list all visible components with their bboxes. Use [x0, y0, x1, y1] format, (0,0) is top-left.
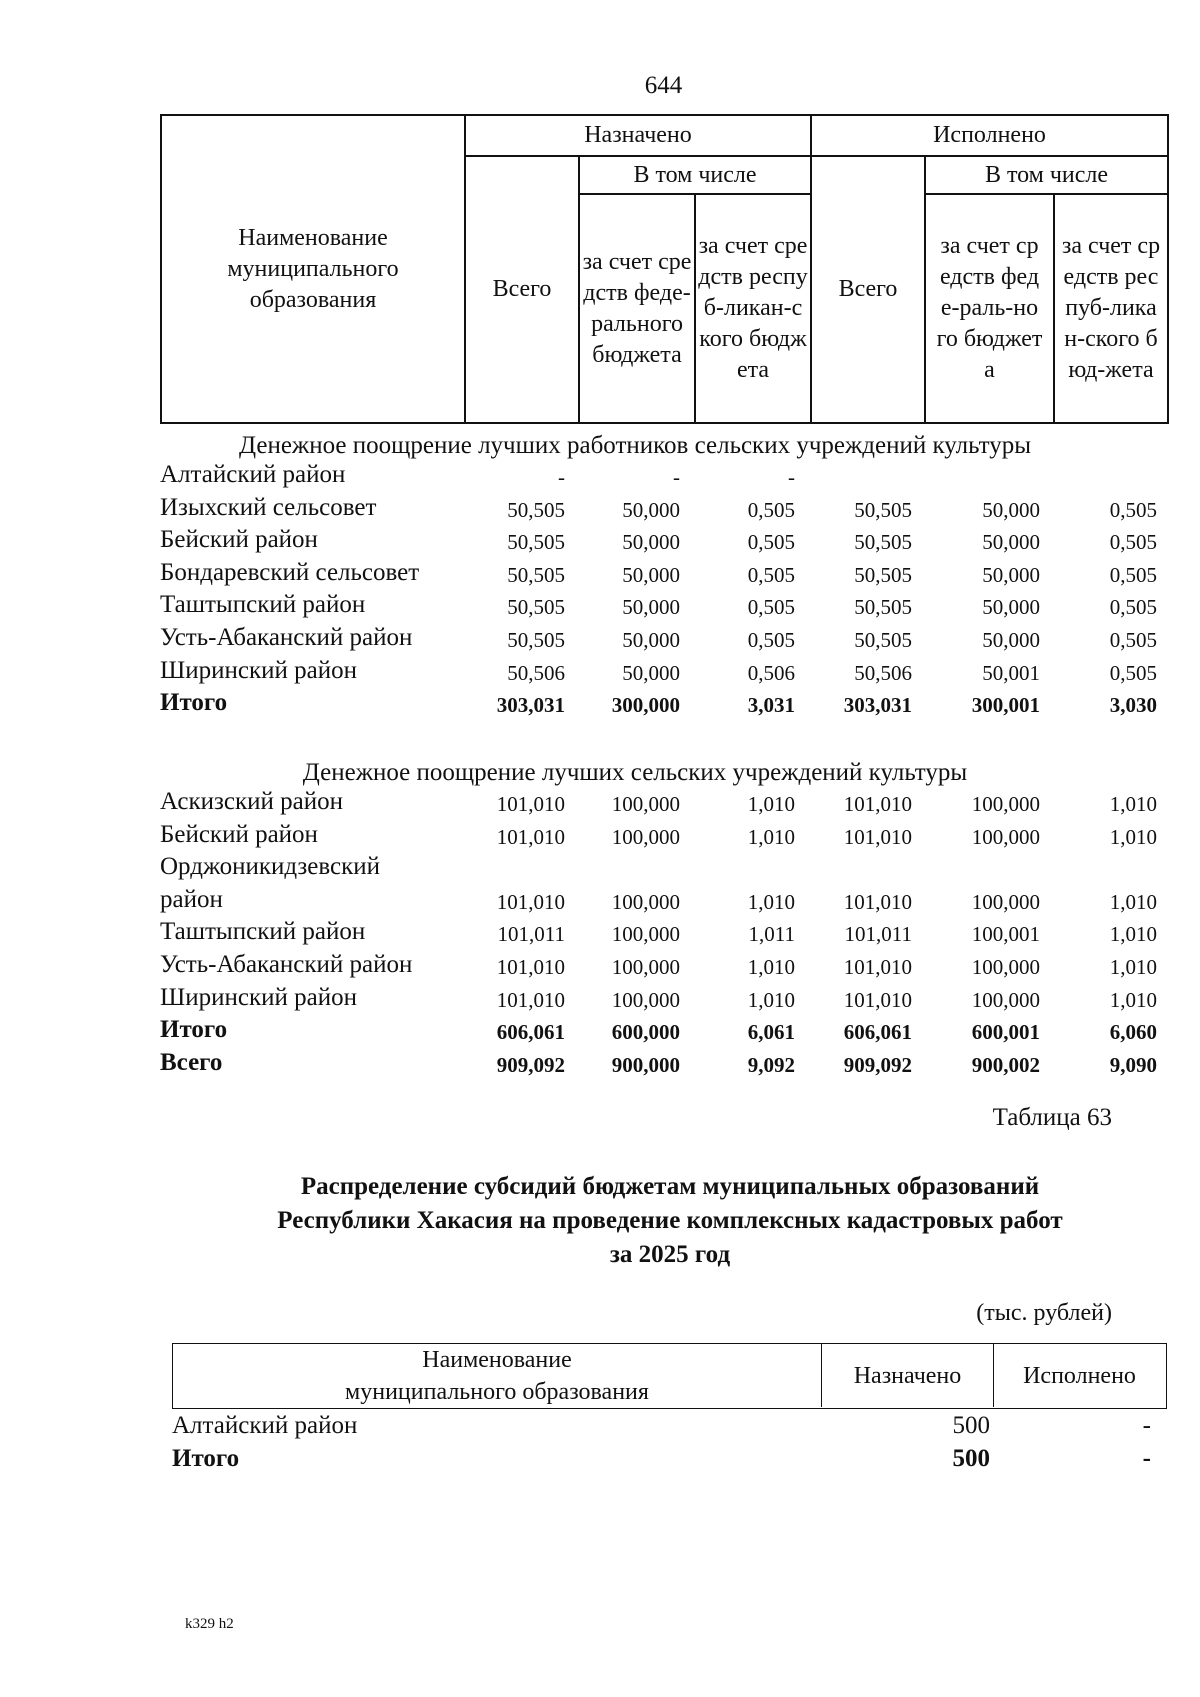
header-executed: Исполнено [810, 116, 1167, 155]
t63-header-name-line2: муниципального образования [345, 1378, 649, 1405]
row-name: Бейский район [160, 820, 318, 848]
row-value: 909,092 [843, 1052, 912, 1077]
table-row [160, 821, 1160, 853]
row-value: 1,010 [1109, 889, 1157, 914]
row-value: 1,010 [747, 792, 795, 816]
row-value: 1,010 [1109, 792, 1157, 816]
row-value: 50,000 [982, 530, 1040, 555]
row-value: 101,010 [843, 955, 912, 979]
row-value: 50,505 [854, 497, 912, 522]
row-value: 9,092 [747, 1052, 795, 1077]
row-name: Всего [160, 1048, 223, 1076]
row-value: 1,010 [1109, 922, 1157, 947]
row-value: 50,505 [507, 595, 565, 620]
row-value: 1,010 [1109, 955, 1157, 979]
row-value: 0,505 [1109, 660, 1157, 685]
header-executed-republic: за счет средств респуб-ликан-ского бюд-жета [1053, 193, 1167, 422]
t63-row-executed: - [1142, 1445, 1151, 1472]
row-value: 100,000 [611, 889, 680, 914]
row-value: 909,092 [496, 1052, 565, 1077]
table-row [160, 984, 1160, 1016]
table-row [160, 918, 1160, 950]
row-value: 606,061 [843, 1020, 912, 1045]
row-value: 0,506 [747, 660, 795, 685]
row-value: 101,011 [844, 922, 912, 947]
row-value: 50,000 [622, 595, 680, 620]
row-name: Изыхский сельсовет [160, 493, 377, 521]
row-value: 50,505 [507, 628, 565, 652]
row-value: 606,061 [496, 1020, 565, 1045]
table-row [160, 788, 1160, 820]
row-value: 50,001 [982, 660, 1040, 685]
row-value: 0,505 [747, 497, 795, 522]
header-assigned-total: Всего [464, 155, 578, 422]
row-value: 100,000 [611, 987, 680, 1012]
row-value: 50,000 [622, 530, 680, 555]
row-value: 101,010 [496, 955, 565, 979]
header-assigned-republic: за счет средств респуб-ликан-ского бюджета [694, 193, 810, 422]
row-value: - [558, 465, 565, 489]
table-row [160, 951, 1160, 983]
row-value: 101,010 [496, 987, 565, 1012]
row-value: 101,010 [496, 824, 565, 849]
title-line-2: Республики Хакасия на проведение комплексных кадастровых работ [277, 1207, 1063, 1234]
row-value: 100,000 [971, 955, 1040, 979]
row-name: Таштыпский район [160, 918, 366, 946]
row-value: 3,031 [747, 693, 795, 718]
row-value: 101,011 [497, 922, 565, 947]
row-value: 100,000 [971, 889, 1040, 914]
row-name: Ширинский район [160, 656, 357, 684]
row-value: 50,505 [854, 595, 912, 620]
row-value: 300,000 [611, 693, 680, 718]
row-value: 101,010 [496, 792, 565, 816]
row-value: 900,000 [611, 1052, 680, 1077]
t63-header-assigned: Назначено [821, 1344, 993, 1407]
row-value: 50,505 [854, 628, 912, 652]
row-value: 100,000 [611, 792, 680, 816]
total-row [160, 1016, 1160, 1048]
t63-row-name: Алтайский район [172, 1412, 358, 1439]
table1-header [160, 114, 1169, 424]
row-value: 50,000 [982, 497, 1040, 522]
row-value: 1,011 [748, 922, 795, 947]
table-row [160, 461, 1160, 493]
row-name: Итого [160, 689, 228, 717]
row-value: 6,060 [1109, 1020, 1157, 1045]
header-executed-federal: за счет средств феде-раль-ного бюджета [924, 193, 1053, 422]
row-value: 303,031 [843, 693, 912, 718]
row-value: 101,010 [843, 792, 912, 816]
row-value: 1,010 [747, 987, 795, 1012]
row-value: 0,505 [1109, 628, 1157, 652]
t63-header-name-line1: Наименование [422, 1346, 572, 1373]
row-value: 600,000 [611, 1020, 680, 1045]
row-value: 1,010 [747, 889, 795, 914]
row-value: 1,010 [1109, 987, 1157, 1012]
row-value: 50,505 [854, 562, 912, 587]
row-value: 1,010 [1109, 824, 1157, 849]
row-value: 100,001 [971, 922, 1040, 947]
t63-row-assigned: 500 [952, 1445, 990, 1472]
row-name: район [160, 885, 223, 913]
row-value: 0,505 [1109, 562, 1157, 587]
row-name: Итого [160, 1016, 228, 1044]
row-value: 0,505 [1109, 595, 1157, 620]
footer-code: k329 h2 [185, 1616, 234, 1632]
units-note: (тыс. рублей) [976, 1300, 1112, 1326]
row-value: 50,505 [507, 562, 565, 587]
title-line-3: за 2025 год [609, 1241, 731, 1268]
header-executed-including: В том числе [924, 155, 1167, 193]
title-line-1: Распределение субсидий бюджетам муниципальных образований [300, 1173, 1040, 1200]
row-value: 50,505 [507, 530, 565, 555]
row-value: 101,010 [843, 889, 912, 914]
row-value: 3,030 [1109, 693, 1157, 718]
header-name-column: Наименование муниципального образования [227, 224, 399, 313]
row-value: 50,000 [982, 562, 1040, 587]
header-assigned-including: В том числе [578, 155, 810, 193]
table-row [160, 494, 1160, 526]
t63-row-name: Итого [172, 1445, 240, 1472]
row-value: 600,001 [971, 1020, 1040, 1045]
row-value: 303,031 [496, 693, 565, 718]
row-value: 900,002 [971, 1052, 1040, 1077]
row-value: 0,505 [1109, 530, 1157, 555]
t63-header-executed: Исполнено [993, 1344, 1165, 1407]
row-value: 100,000 [611, 824, 680, 849]
row-value: 50,000 [622, 562, 680, 587]
table-row [160, 853, 1160, 885]
row-name: Бондаревский сельсовет [160, 558, 420, 586]
row-value: 100,000 [971, 987, 1040, 1012]
table63-header [172, 1343, 1167, 1409]
row-value: 50,505 [507, 497, 565, 522]
row-value: 300,001 [971, 693, 1040, 718]
t63-header-name [173, 1344, 821, 1407]
row-value: 50,506 [507, 660, 565, 685]
table-row [160, 526, 1160, 558]
page-number: 644 [644, 72, 683, 99]
table63-title [140, 1170, 1200, 1272]
header-executed-total: Всего [810, 155, 924, 422]
row-name: Ширинский район [160, 983, 357, 1011]
row-value: 1,010 [747, 824, 795, 849]
row-name: Алтайский район [160, 461, 346, 488]
header-assigned-federal: за счет средств феде-рального бюджета [578, 193, 694, 422]
row-value: 101,010 [496, 889, 565, 914]
row-value: 50,000 [622, 497, 680, 522]
row-name: Таштыпский район [160, 591, 366, 619]
section-title-1: Денежное поощрение лучших работников сельских учреждений культуры [239, 432, 1031, 459]
row-value: - [788, 465, 795, 489]
t63-row [172, 1412, 1172, 1444]
row-value: 50,000 [982, 595, 1040, 620]
row-name: Орджоникидзевский [160, 853, 381, 881]
t63-row-executed: - [1142, 1412, 1151, 1439]
row-name: Усть-Абаканский район [160, 624, 413, 651]
row-value: 50,000 [622, 660, 680, 685]
t63-row-assigned: 500 [952, 1412, 990, 1439]
row-value: 100,000 [611, 922, 680, 947]
total-row [160, 689, 1160, 721]
row-value: 0,505 [747, 595, 795, 620]
row-value: 0,505 [747, 530, 795, 555]
row-name: Усть-Абаканский район [160, 951, 413, 978]
row-value: 101,010 [843, 824, 912, 849]
row-value: 50,000 [982, 628, 1040, 652]
row-value: 100,000 [971, 792, 1040, 816]
header-assigned: Назначено [464, 116, 810, 155]
row-name: Аскизский район [160, 788, 344, 815]
t63-row-total [172, 1445, 1172, 1477]
row-value: 50,506 [854, 660, 912, 685]
row-value: 100,000 [971, 824, 1040, 849]
row-value: 6,061 [747, 1020, 795, 1045]
row-value: 0,505 [1109, 497, 1157, 522]
row-value: 1,010 [747, 955, 795, 979]
section-title-2: Денежное поощрение лучших сельских учреждений культуры [302, 759, 968, 786]
table-row [160, 886, 1160, 918]
row-value: 0,505 [747, 562, 795, 587]
table-row [160, 559, 1160, 591]
row-value: 50,505 [854, 530, 912, 555]
row-name: Бейский район [160, 526, 318, 554]
table-caption: Таблица 63 [992, 1104, 1112, 1131]
table-row [160, 591, 1160, 623]
row-value: - [673, 465, 680, 489]
row-value: 0,505 [747, 628, 795, 652]
row-value: 101,010 [843, 987, 912, 1012]
table-row [160, 624, 1160, 656]
row-value: 100,000 [611, 955, 680, 979]
table-row [160, 657, 1160, 689]
row-value: 50,000 [622, 628, 680, 652]
total-row [160, 1049, 1160, 1081]
row-value: 9,090 [1109, 1052, 1157, 1077]
